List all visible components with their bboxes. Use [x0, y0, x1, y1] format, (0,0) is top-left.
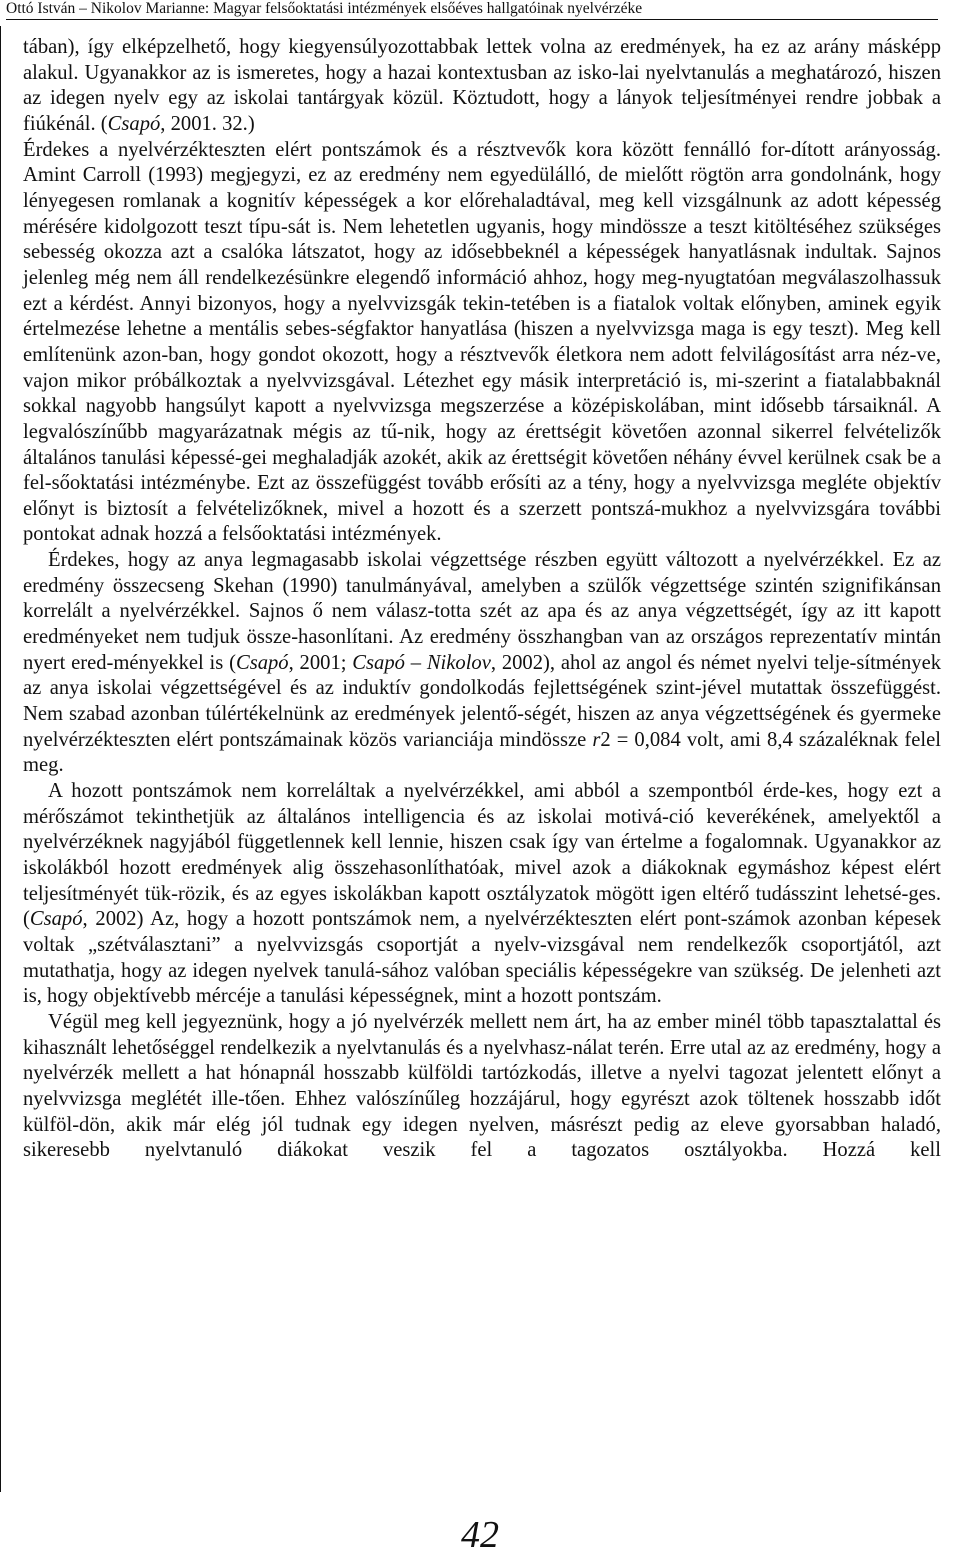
- page-number: 42: [461, 1514, 499, 1556]
- paragraph-2: Érdekes a nyelvérzékteszten elért pontszámok és a résztvevők kora között fennálló for-dított arányosság. Amint Carroll (1993) megjegyzi, ez az eredmény nem egyedülálló, de mielőtt rögtön arra gondolnánk, hogy lényegesen romlanak a kognitív képességek a kor előrehaladtával, meg kell vizsgálnunk az adott képesség mérésére kidolgozott teszt típu-sát is. Nem lehetetlen ugyanis, hogy mindössze a teszt kitöltéséhez szükséges sebesség okozza azt a csalóka látszatot, hogy az idősebbeknél a képességek hanyatlásnak indultak. Sajnos jelenleg még nem áll rendelkezésünkre elegendő információ ahhoz, hogy meg-nyugtatóan megválaszolhassuk ezt a kérdést. Annyi bizonyos, hogy a nyelvvizsgák tekin-tetében is a fiatalok voltak előnyben, aminek egyik értelmezése lehetne a mentális sebes-ségfaktor hanyatlása (hiszen a nyelvvizsga maga is egy teszt). Meg kell említenünk azon-ban, hogy gondot okozott, hogy a résztvevők életkora nem adott felvilágosítást arra néz-ve, vajon mikor próbálkoztak a nyelvvizsgával. Létezhet egy másik interpretáció is, mi-szerint a fiatalabbaknál sokkal nagyobb hangsúlyt kapott a nyelvvizsga megszerzése a középiskolában, mint idősebb társaiknál. A legvalószínűbb magyarázatnak mégis az tű-nik, hogy az érettségit követően azonnal sikerrel felvételizők általános tanulási képessé-gei meghaladják azokét, akik az érettségit követően néhány évvel kerülnek csak be a fel-sőoktatási intézménybe. Ezt az összefüggést tovább erősíti az a tény, hogy a nyelvvizsga megléte objektív előnyt is biztosít a felvételizőknek, mivel a hozott és a szerzett pontszá-mukhoz a nyelvvizsgára további pontokat adnak hozzá a felsőoktatási intézmények.: [23, 138, 941, 546]
- body-text: [23, 35, 941, 1164]
- paragraph-5: Végül meg kell jegyeznünk, hogy a jó nyelvérzék mellett nem árt, ha az ember minél több tapasztalattal és kihasznált lehetőséggel rendelkezik a nyelvtanulás és a nyelvhasz-nálat terén. Erre utal az az eredmény, hogy a nyelvérzék mellett a hat hónapnál hosszabb külföldi tartózkodás, illetve a nyelvi tagozat jelentett előnyt a nyelvvizsga meglétét ille-tően. Ehhez valószínűleg hozzájárul, hogy egyrészt azok töltenek hosszabb időt külföl-dön, akik már elég jól tudnak egy idegen nyelven, másrészt pedig az eleve gyorsabban haladó, sikeresebb nyelvtanuló diákokat veszik fel a tagozatos osztályokba. Hozzá kell: [23, 1010, 941, 1162]
- paragraph-3: Érdekes, hogy az anya legmagasabb iskolai végzettsége részben együtt változott a nyelvérzékkel. Ez az eredmény összecseng Skehan (1990) tanulmányával, amelyben a szülők végzettsége szintén szignifikánsan korrelált a nyelvérzékkel. Sajnos ő nem válasz-totta szét az apa és az anya végzettségét, így az itt kapott eredményeket nem tudjuk össze-hasonlítani. Az eredmény összhangban van az országos reprezentatív mintán nyert ered-ményekkel is (Csapó, 2001; Csapó – Nikolov, 2002), ahol az angol és német nyelvi telje-sítmények az anya iskolai végzettségével és az induktív gondolkodás fejlettségének szint-jével mutattak összefüggést. Nem szabad azonban túlértékelnünk az eredmények jelentő-ségét, hiszen az anya végzettségének és gyermeke nyelvérzékteszten elért pontszámainak közös varianciája mindössze r2 = 0,084 volt, ami 8,4 százaléknak felel meg.: [23, 549, 942, 777]
- paragraph-4: A hozott pontszámok nem korreláltak a nyelvérzékkel, ami abból a szempontból érde-kes, hogy ezt a mérőszámot tekinthetjük az általános intelligencia és az iskolai motivá-ció keverékének, amelyektől a nyelvérzéknek nagyjából függetlennek kell lennie, hiszen csak így van értelme a fogalomnak. Ugyanakkor az iskolákból hozott eredmények alig összehasonlíthatóak, mivel azok a diákoknak egymáshoz képest elért teljesítményét tük-rözik, és az egyes iskolákban kapott osztályzatok mögött igen eltérő tudásszint lehetsé-ges. (Csapó, 2002) Az, hogy a hozott pontszámok nem, a nyelvérzékteszten elért pont-számok azonban képesek voltak „szétválasztani” a nyelvvizsgás csoportját a nyelv-vizsgával nem rendelkezők csoportjától, azt mutathatja, hogy az idegen nyelvek tanulá-sához valóban speciális képességekre van szükség. De jelenheti azt is, hogy objektívebb mércéje a tanulási képességnek, mint a hozott pontszám.: [23, 780, 941, 1008]
- paragraph-1: tában), így elképzelhető, hogy kiegyensúlyozottabbak lettek volna az eredmények, ha ez az arány másképp alakul. Ugyanakkor az is ismeretes, hogy a hazai kontextusban az isko-lai nyelvtanulás a meghatározó, hiszen az idegen nyelv egy az iskolai tantárgyak közül. Köztudott, hogy a lányok teljesítményei rendre jobbak a fiúkénál. (Csapó, 2001. 32.): [23, 36, 941, 135]
- running-header: Ottó István – Nikolov Marianne: Magyar felsőoktatási intézmények elsőéves hallgatóinak nyelvérzéke: [6, 0, 938, 20]
- left-margin-rule: [0, 26, 1, 1492]
